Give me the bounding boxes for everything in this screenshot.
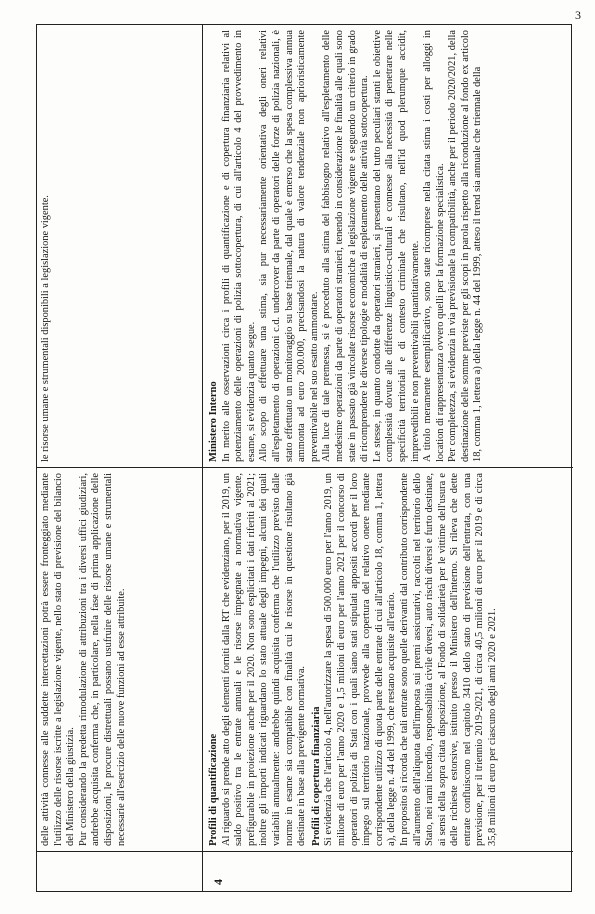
paragraph: Per completezza, si evidenzia in via previsionale la compatibilità, anche per il periodo 2020/2021, della destinazione delle somme previste per gli scopi in parola rispetto alla riconduzione al fondo ex articolo 18, comma 1, lettera a) della legge n. 44 del 1999, atteso il trend sia annuale che triennale della [447, 30, 484, 462]
paragraph: In merito alle osservazioni circa i profili di quantificazione e di copertura finanziaria relativi al potenziamento delle operazioni di polizia sottocopertura, di cui all'articolo 4 del provvedimento in esame, si evidenzia quanto segue. [220, 30, 257, 462]
paragraph: Si evidenzia che l'articolo 4, nell'autorizzare la spesa di 500.000 euro per l'anno 2019, un milione di euro per l'anno 2020 e 1,5 milioni di euro per l'anno 2021 per il concorso di operatori di polizia di Stati con i quali siano stati stipulati appositi accordi per il loro impego sul territorio nazionale, provvede alla copertura del relativo onere mediante corrispondente utilizzo di quota parte delle entrate di cui all'articolo 18, comma 1, lettera a), della legge n. 44 del 1999, che restano acquisite all'erario. [323, 473, 398, 846]
section-heading: Profili di copertura finanziaria [310, 706, 322, 846]
paragraph: delle attività connesse alle suddette intercettazioni potrà essere fronteggiato mediante l'utilizzo delle risorse iscritte a legislazione vigente, nello stato di previsione del bilancio del Ministero della giustizia. [40, 473, 77, 846]
observations-cell [37, 467, 202, 851]
row-number-cell [203, 851, 573, 891]
paragraph: Al riguardo si prende atto degli elementi forniti dalla RT che evidenziano, per il 2019, un saldo positivo tra le entrate annuali e le risorse impegnate a normativa vigente, prefigurabile in proiezione anche per il 2020. Non sono esplicitati i dati riferiti al 2021; inoltre gli importi indicati riguardano lo stato attuale degli impegni, alcuni dei quali variabili annualmente: andrebbe quindi acquisita conferma che l'utilizzo previsto dalle norme in esame sia compatibile con finalità cui le risorse in questione risultano già destinate in base alla previgente normativa. [220, 473, 308, 846]
table-row [203, 25, 573, 891]
page-number: 3 [575, 8, 581, 22]
section-heading: Ministero Interno [208, 381, 219, 462]
paragraph: Le stesse, in quanto condotte da operatori stranieri, si presentano del tutto peculiari stanti le obiettive complessità dovute alle differenze linguistico-culturali e connesse alla necessità di penetrare nelle specificità territoriali e di contesto criminale che risultano, nell'id quod plerumque accidit, imprevedibili e non preventivabili quantitativamente. [371, 30, 421, 462]
row-number-cell [37, 851, 202, 891]
row-number: 4 [211, 879, 225, 885]
paragraph: Pur considerando la predetta rimodulazione di attribuzioni tra i diversi uffici giudiziari, andrebbe acquisita conferma che, in particolare, nella fase di prima applicazione delle disposizioni, le procure distrettuali possano usufruire delle risorse umane e strumentali necessarie all'esercizio delle nuove funzioni ad esse attribuite. [77, 473, 127, 846]
paragraph: A titolo meramente esemplificativo, sono state ricomprese nella citata stima i costi per alloggi in location di rappresentanza ovvero quelli per la formazione specialistica. [422, 30, 446, 462]
paragraph: Allo scopo di effettuare una stima, sia pur necessariamente orientativa degli oneri relativi all'espletamento di operazioni c.d. undercover da parte di operatori delle forze di polizia nazionali, è stato effettuato un monitoraggio su base triennale, dal quale è emerso che la spesa complessiva annua ammonta ad euro 200.000, precisandosi la natura di valore tendenziale non aprioristicamente preventivabile nel suo esatto ammontare. [258, 30, 320, 462]
table-row [37, 25, 203, 891]
response-cell [203, 25, 573, 467]
response-cell [37, 25, 202, 467]
observations-cell [203, 467, 573, 851]
paragraph: le risorse umane e strumentali disponibili a legislazione vigente. [40, 195, 51, 462]
comparison-table [36, 24, 572, 892]
section-heading: Profili di quantificazione [208, 733, 219, 846]
paragraph: Alla luce di tale premessa, si è proceduto alla stima del fabbisogno relativo all'espletamento delle medesime operazioni da parte di operatori stranieri, tenendo in considerazione le finalità alle quali sono state in passato già vincolate risorse economiche a legislazione vigente e seguendo un criterio in grado di ricomprendere le diverse tipologie e modalità di espletamento delle attività sottocopertura. [321, 30, 371, 462]
paragraph: In proposito si ricorda che tali entrate sono quelle derivanti dal contributo corrispondente all'aumento dell'aliquota dell'imposta sui premi assicurativi, raccolti nel territorio dello Stato, nei rami incendio, responsabilità civile diversi, auto rischi diversi e furto destinate, ai sensi della sopra citata disposizione, al Fondo di solidarietà per le vittime dell'usura e delle richieste estorsive, istituito presso il Ministero dell'interno. Si rileva che dette entrate confluiscono nel capitolo 3410 dello stato di previsione dell'entrata, con una previsione, per il triennio 2019-2021, di circa 40,5 milioni di euro per il 2019 e di circa 35,8 milioni di euro per ciascuno degli anni 2020 e 2021. [398, 473, 499, 846]
